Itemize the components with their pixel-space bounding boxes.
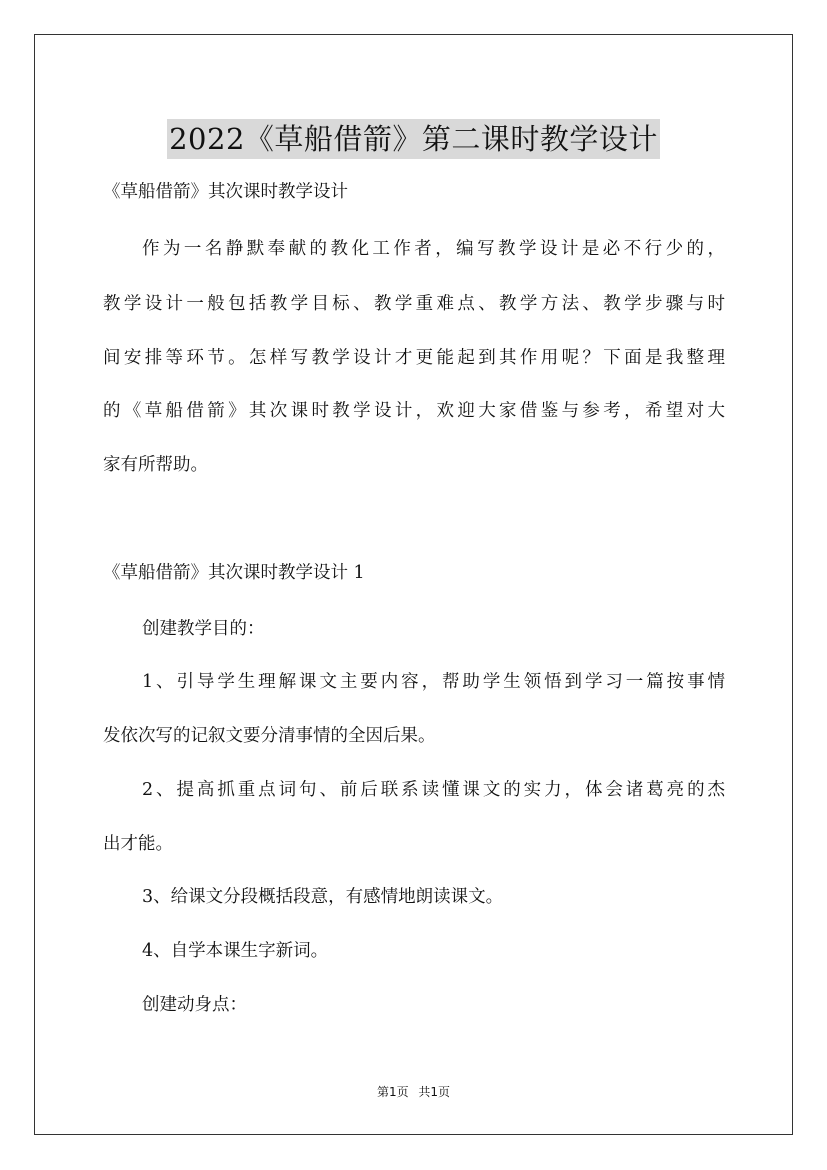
paragraph-line: 出才能。 [103, 834, 173, 854]
paragraph-line: 作为一名静默奉献的教化工作者，编写教学设计是必不行少的， [142, 239, 725, 259]
paragraph-line: 间安排等环节。怎样写教学设计才更能起到其作用呢？下面是我整理 [103, 348, 725, 368]
paragraph-line: 家有所帮助。 [103, 455, 208, 475]
document-title: 2022《草船借箭》第二课时教学设计 [167, 119, 660, 159]
page-footer [0, 1084, 827, 1100]
section-heading: 《草船借箭》其次课时教学设计 [103, 182, 348, 202]
page-number: 第1页 [376, 1085, 409, 1099]
paragraph-line: 的《草船借箭》其次课时教学设计，欢迎大家借鉴与参考，希望对大 [103, 401, 725, 421]
paragraph-line: 3、给课文分段概括段意，有感情地朗读课文。 [142, 887, 504, 907]
paragraph-line: 4、自学本课生字新词。 [142, 941, 329, 961]
paragraph-line: 创建动身点： [142, 995, 247, 1015]
title-container [0, 100, 827, 179]
paragraph-line: 发依次写的记叙文要分清事情的全因后果。 [103, 726, 436, 746]
page-total: 共1页 [418, 1085, 451, 1099]
paragraph-line: 创建教学目的： [142, 619, 265, 639]
paragraph-line: 1、引导学生理解课文主要内容，帮助学生领悟到学习一篇按事情 [142, 672, 725, 692]
paragraph-line: 教学设计一般包括教学目标、教学重难点、教学方法、教学步骤与时 [103, 294, 725, 314]
section-heading: 《草船借箭》其次课时教学设计 1 [103, 563, 365, 583]
paragraph-line: 2、提高抓重点词句、前后联系读懂课文的实力，体会诸葛亮的杰 [142, 780, 725, 800]
